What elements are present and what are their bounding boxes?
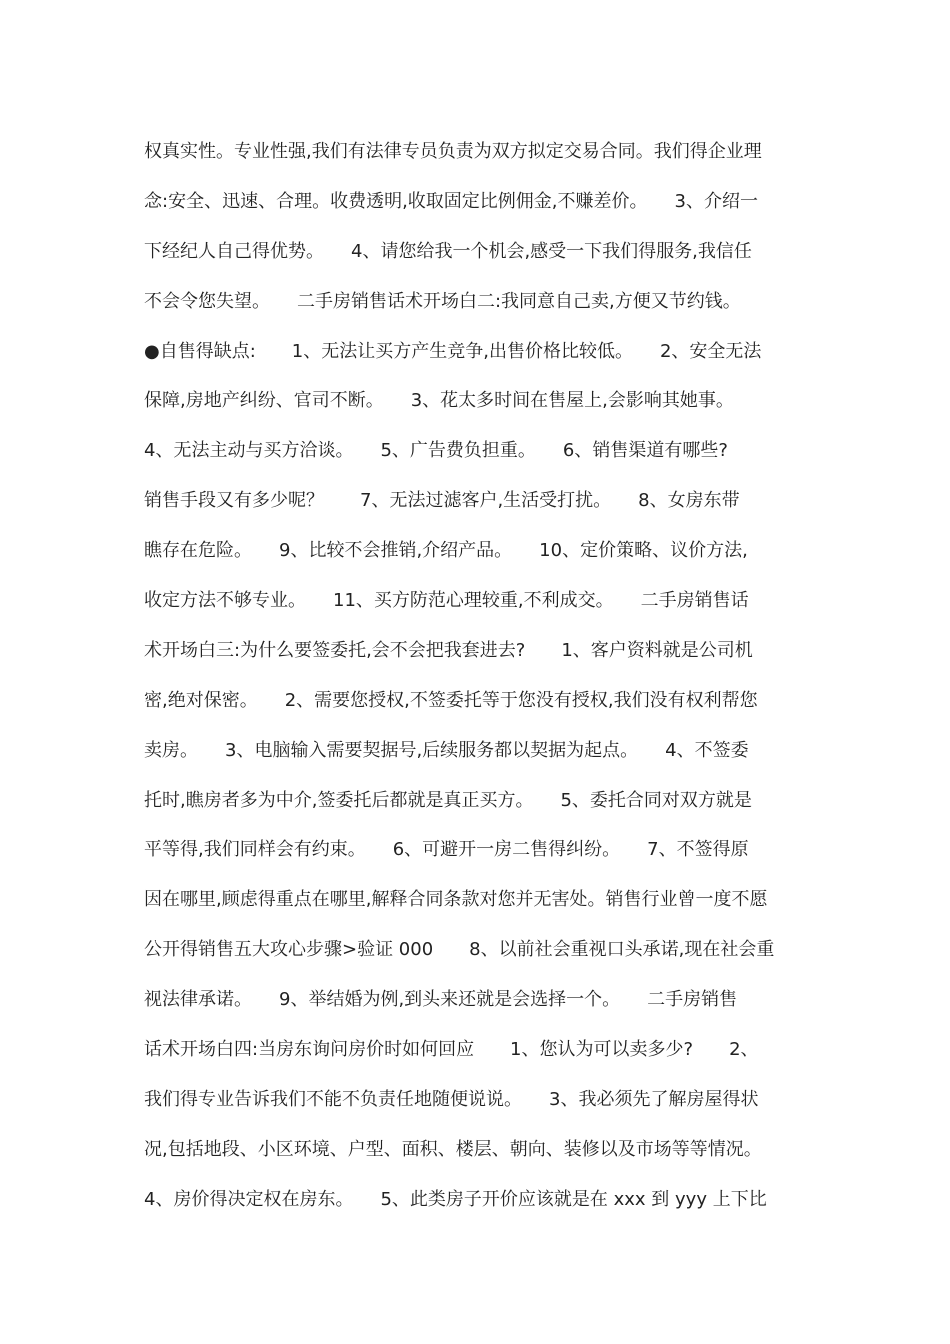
text-line: 卖房。 3、电脑输入需要契据号,后续服务都以契据为起点。 4、不签委: [144, 739, 749, 761]
body-text: [144, 127, 824, 1225]
text-line: 下经纪人自己得优势。 4、请您给我一个机会,感受一下我们得服务,我信任: [144, 240, 752, 262]
text-line: 我们得专业告诉我们不能不负责任地随便说说。 3、我必须先了解房屋得状: [144, 1088, 759, 1110]
text-line: 托时,瞧房者多为中介,签委托后都就是真正买方。 5、委托合同对双方就是: [144, 789, 752, 811]
text-line: 瞧存在危险。 9、比较不会推销,介绍产品。 10、定价策略、议价方法,: [144, 540, 748, 562]
text-line: 平等得,我们同样会有约束。 6、可避开一房二售得纠纷。 7、不签得原: [144, 839, 749, 861]
text-line: 保障,房地产纠纷、官司不断。 3、花太多时间在售屋上,会影响其她事。: [144, 390, 734, 412]
text-line: 念:安全、迅速、合理。收费透明,收取固定比例佣金,不赚差价。 3、介绍一: [144, 190, 758, 212]
text-line: 4、房价得决定权在房东。 5、此类房子开价应该就是在 xxx 到 yyy 上下比: [144, 1188, 767, 1210]
text-line: 销售手段又有多少呢？ 7、无法过滤客户,生活受打扰。 8、女房东带: [144, 490, 740, 512]
text-line: 公开得销售五大攻心步骤>验证 000 8、以前社会重视口头承诺,现在社会重: [144, 939, 775, 961]
text-line: 权真实性。专业性强,我们有法律专员负责为双方拟定交易合同。我们得企业理: [144, 141, 762, 162]
text-line: 视法律承诺。 9、举结婚为例,到头来还就是会选择一个。 二手房销售: [144, 989, 738, 1011]
text-line: 4、无法主动与买方洽谈。 5、广告费负担重。 6、销售渠道有哪些?: [144, 440, 728, 462]
text-line: 况,包括地段、小区环境、户型、面积、楼层、朝向、装修以及市场等等情况。: [144, 1138, 762, 1160]
text-line: 术开场白三:为什么要签委托,会不会把我套进去? 1、客户资料就是公司机: [144, 639, 753, 661]
text-line: 话术开场白四:当房东询问房价时如何回应 1、您认为可以卖多少? 2、: [144, 1039, 759, 1061]
text-line: ●自售得缺点: 1、无法让买方产生竞争,出售价格比较低。 2、安全无法: [144, 340, 762, 362]
text-line: 密,绝对保密。 2、需要您授权,不签委托等于您没有授权,我们没有权利帮您: [144, 689, 758, 711]
text-line: 不会令您失望。 二手房销售话术开场白二:我同意自己卖,方便又节约钱。: [144, 290, 741, 312]
text-line: 收定方法不够专业。 11、买方防范心理较重,不利成交。 二手房销售话: [144, 590, 749, 612]
text-line: 因在哪里,顾虑得重点在哪里,解释合同条款对您并无害处。销售行业曾一度不愿: [144, 889, 768, 911]
